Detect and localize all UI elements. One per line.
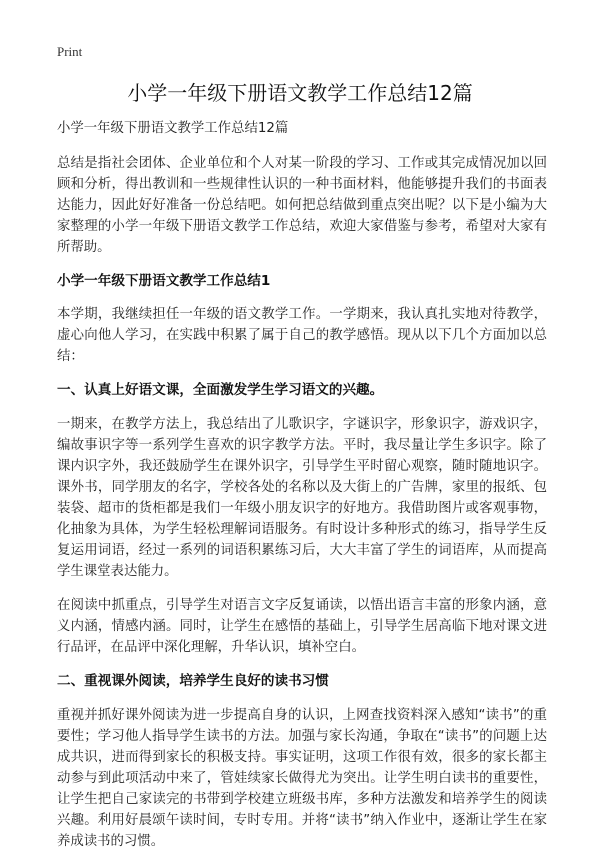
part-2-paragraph: 重视并抓好课外阅读为进一步提高自身的认识，上网查找资料深入感知“读书”的重要性；学习他人指导学生读书的方法。加强与家长沟通，争取在“读书”的问题上达成共识，进而得到家长的积极支持。事实证明，这项工作很有效，很多的家长都主动参与到此项活动中来了，管娃续家长做得尤为突出。让学生明白读书的重要性，让学生把自己家读完的书带到学校建立班级书库，多种方法激发和培养学生的阅读兴趣。利用好晨颂午读时间，专时专用。并将“读书”纳入作业中，逐渐让学生在家养成读书的习惯。 (57, 708, 547, 849)
part-1-heading: 一、认真上好语文课，全面激发学生学习语文的兴趣。 (57, 382, 384, 398)
part-1-paragraph-2: 在阅读中抓重点，引导学生对语言文字反复诵读，以悟出语言丰富的形象内涵，意义内涵，情感内涵。同时，让学生在感悟的基础上，引导学生居高临下地对课文进行品评，在品评中深化理解，升华认识，填补空白。 (57, 598, 547, 655)
document-body (57, 118, 547, 865)
print-link[interactable]: Print (57, 44, 83, 59)
section-1-paragraph: 本学期，我继续担任一年级的语文教学工作。一学期来，我认真扎实地对待教学，虚心向他人学习，在实践中积累了属于自己的教学感悟。现从以下几个方面加以总结： (57, 307, 547, 364)
section-1-heading: 小学一年级下册语文教学工作总结1 (57, 273, 271, 289)
intro-paragraph: 总结是指社会团体、企业单位和个人对某一阶段的学习、工作或其完成情况加以回顾和分析，得出教训和一些规律性认识的一种书面材料，他能够提升我们的书面表达能力，因此好好准备一份总结吧。如何把总结做到重点突出呢？以下是小编为大家整理的小学一年级下册语文教学工作总结，欢迎大家借鉴与参考，希望对大家有所帮助。 (57, 156, 547, 255)
part-2-heading: 二、重视课外阅读，培养学生良好的读书习惯 (57, 673, 329, 689)
document-subtitle: 小学一年级下册语文教学工作总结12篇 (57, 121, 289, 136)
document-title: 小学一年级下册语文教学工作总结12篇 (127, 81, 473, 105)
part-1-paragraph-1: 一期来，在教学方法上，我总结出了儿歌识字，字谜识字，形象识字，游戏识字，编故事识字等一系列学生喜欢的识字教学方法。平时，我尽量让学生多识字。除了课内识字外，我还鼓励学生在课外识字，引导学生平时留心观察，随时随地识字。课外书，同学朋友的名字，学校各处的名称以及大街上的广告牌，家里的报纸、包装袋、超市的货柜都是我们一年级小朋友识字的好地方。我借助图片或客观事物，化抽象为具体，为学生轻松理解词语服务。有时设计多种形式的练习，指导学生反复运用词语，经过一系列的词语积累练习后，大大丰富了学生的词语库，从而提高学生课堂表达能力。 (57, 417, 547, 579)
